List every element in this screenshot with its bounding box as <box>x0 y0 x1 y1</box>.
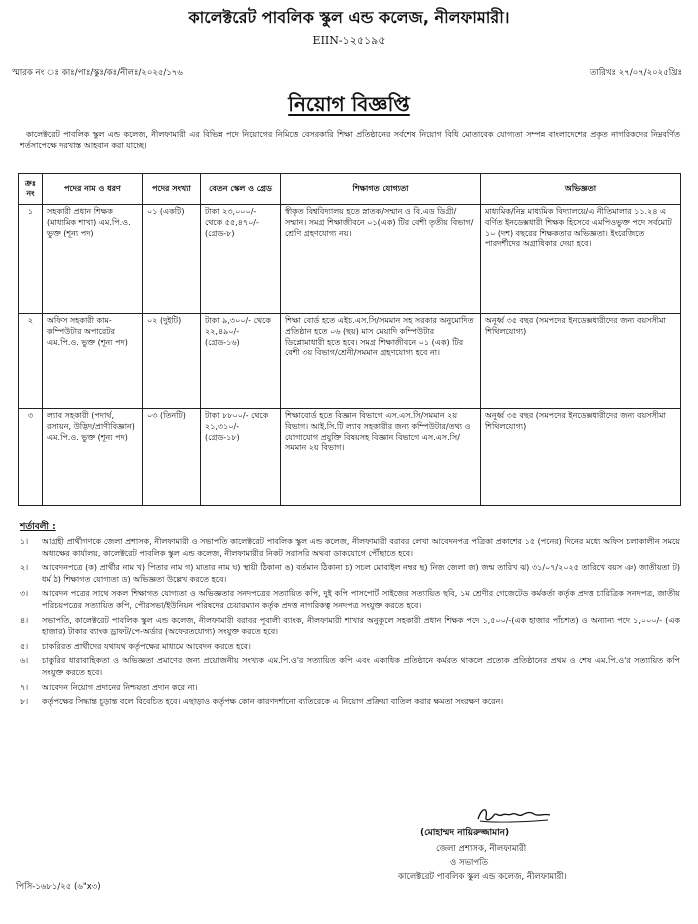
cell-post-name: অফিস সহকারী কাম- কম্পিউটার অপারেটর এম.পি.ও. ভুক্ত (শূন্য পদ) <box>43 314 143 409</box>
condition-item <box>20 615 680 638</box>
cell-serial: ২ <box>19 314 43 409</box>
school-name: কালেক্টরেট পাবলিক স্কুল এন্ড কলেজ, নীলফামারী। <box>188 8 510 27</box>
header-post-count: পদের সংখ্যা <box>143 174 201 205</box>
memo-number: স্মারক নং ঃ কাঃ/পাঃ/স্কুঃ/কঃ/নীলঃ/২০২৫/১৭৬ <box>12 68 183 78</box>
condition-number: ২। <box>20 563 29 573</box>
condition-number: ৩। <box>20 589 29 599</box>
cell-experience: অনূর্ধ্ব ৩৫ বছর (সমপদের ইনডেক্সধারীদের জন্য বয়সসীমা শিথিলযোগ্য) <box>481 409 681 506</box>
condition-text: চাকরিরত প্রার্থীদের যথাযথ কর্তৃপক্ষের মাধ্যমে আবেদন করতে হবে। <box>42 641 251 651</box>
signer-institution: কালেক্টরেট পাবলিক স্কুল এন্ড কলেজ, নীলফামারী। <box>398 872 567 882</box>
header-qualification: শিক্ষাগত যোগ্যতা <box>281 174 481 205</box>
cell-pay-scale: টাকা ৮৮০০/- থেকে ২১,৩১০/- (গ্রেড-১৮) <box>201 409 281 506</box>
signer-designation: জেলা প্রশাসক, নীলফামারী <box>436 844 527 854</box>
intro-paragraph: কালেক্টরেট পাবলিক স্কুল এন্ড কলেজ, নীলফামারী এর বিভিন্ন পদে নিয়োগের নিমিত্তে বেসরকারি শিক্ষা প্রতিষ্ঠানের সর্বশেষ নিয়োগ বিধি মোতাবেক যোগ্যতা সম্পন্ন বাংলাদেশের প্রকৃত নাগরিকদের নিম্নবর্ণিত শর্তসাপেক্ষে দরখাস্ত আহবান করা যাচ্ছে। <box>20 130 680 150</box>
notice-title: নিয়োগ বিজ্ঞপ্তি <box>288 92 410 116</box>
condition-text: আবেদনপত্রে (ক) প্রার্থীর নাম খ) পিতার নাম গ) মাতার নাম ঘ) স্থায়ী ঠিকানা ঙ) বর্তমান ঠিকানা চ) সচল মোবাইল নম্বর ছ) নিজ জেলা জ) জন্ম তারিখ ঝ) ৩১/০৭/২০২৫ তারিখে বয়স ঞ) জাতীয়তা ট) ধর্ম ঠ) শিক্ষাগত যোগ্যতা ড) অভিজ্ঞতা উল্লেখ করতে হবে। <box>42 563 680 584</box>
table-row <box>19 314 681 409</box>
header-experience: অভিজ্ঞতা <box>481 174 681 205</box>
cell-experience: অনূর্ধ্ব ৩৫ বছর (সমপদের ইনডেক্সধারীদের জন্য বয়সসীমা শিথিলযোগ্য) <box>481 314 681 409</box>
header-pay-scale: বেতন স্কেল ও গ্রেড <box>201 174 281 205</box>
condition-item <box>20 696 680 708</box>
condition-item <box>20 536 680 559</box>
signer-role: ও সভাপতি <box>450 858 488 868</box>
cell-pay-scale: টাকা ৯,৩০০/- থেকে ২২,৪৯০/- (গ্রেড-১৬) <box>201 314 281 409</box>
cell-pay-scale: টাকা ২৩,০০০/- থেকে ৫৫,৪৭০/- (গ্রেড-৮) <box>201 205 281 314</box>
header-post-name: পদের নাম ও ধরণ <box>43 174 143 205</box>
condition-text: সভাপতি, কালেক্টরেট পাবলিক স্কুল এন্ড কলেজ, নীলফামারী বরাবর পূবালী ব্যাংক, নীলফামারী শাখার অনুকূলে সহকারী প্রধান শিক্ষক পদে ১,৫০০/-(এক হাজার পাঁচশত) ও অন্যান্য পদে ১,০০০/- (এক হাজার) টাকার ব্যাংক ড্রাফট/পে-অর্ডার (অফেরতযোগ্য) সংযুক্ত করতে হবে। <box>42 615 680 637</box>
posts-table <box>18 173 681 506</box>
condition-text: চাকুরির ধারাবাহিকতা ও অভিজ্ঞতা প্রমাণের জন্য প্রয়োজনীয় সংখ্যক এম.পি.ও'র সত্যায়িত কপি এবং একাধিক প্রতিষ্ঠানে কর্মরত থাকলে প্রত্যেক প্রতিষ্ঠানের প্রথম ও শেষ এম.পি.ও'র সত্যায়িত কপি সংযুক্ত করতে হবে। <box>42 656 680 677</box>
signer-name: (মোহাম্মদ নায়িরুজ্জামান) <box>420 828 510 838</box>
cell-serial: ৩ <box>19 409 43 506</box>
cell-post-count: ০১ (একটি) <box>143 205 201 314</box>
cell-post-name: ল্যাব সহকারী (পদার্থ, রসায়ন, উদ্ভিদ/প্রাণীবিজ্ঞান) এম.পি.ও. ভুক্ত (শূন্য পদ) <box>43 409 143 506</box>
condition-number: ৮। <box>20 697 29 707</box>
table-row <box>19 205 681 314</box>
cell-qualification: স্বীকৃত বিশ্ববিদ্যালয় হতে স্নাতক/সম্মান ও বি.এড ডিগ্রী/সম্মান। সমগ্র শিক্ষাজীবনে ০১(এক) টির বেশী তৃতীয় বিভাগ/শ্রেণি গ্রহণযোগ্য নয়। <box>281 205 481 314</box>
condition-number: ৪। <box>20 615 29 625</box>
conditions-title: শর্তাবলী : <box>20 522 56 532</box>
condition-item <box>20 682 680 694</box>
condition-item <box>20 588 680 611</box>
cell-post-count: ০২ (দুইটি) <box>143 314 201 409</box>
condition-item <box>20 655 680 678</box>
cell-post-count: ০৩ (তিনটি) <box>143 409 201 506</box>
condition-text: আবেদন নিয়োগ প্রদানের নিশ্চয়তা প্রদান করে না। <box>42 682 198 692</box>
footer-code: পিসি-১৬৮১/২৫ (৬"x৩) <box>16 882 101 892</box>
notice-date: তারিখঃ ২৭/০৭/২০২৫খ্রিঃ <box>590 68 682 78</box>
cell-qualification: শিক্ষাবোর্ড হতে বিজ্ঞান বিভাগে এস.এস.সি/সমমান ২য় বিভাগ। আই.সি.টি ল্যাব সহকারীর জন্য কম্পিউটার/তথ্য ও যোগাযোগ প্রযুক্তি বিষয়সহ বিজ্ঞান বিভাগে এস.এস.সি/সমমান ২য় বিভাগ। <box>281 409 481 506</box>
header-serial: ক্রঃ নং <box>19 174 43 205</box>
condition-number: ৬। <box>20 656 29 666</box>
cell-serial: ১ <box>19 205 43 314</box>
condition-number: ৫। <box>20 641 29 651</box>
condition-number: ৭। <box>20 682 29 692</box>
condition-item <box>20 562 680 585</box>
condition-number: ১। <box>20 537 29 546</box>
table-header-row <box>19 174 681 205</box>
cell-experience: মাধ্যমিক/নিম্ন মাধ্যমিক বিদ্যালয়ে/এ নীতিমালার ১১.২৪ এ বর্ণিত ইনডেক্সধারী শিক্ষক হিসেবে এমপিওভুক্ত পদে সর্বমোট ১০ (দশ) বছরের শিক্ষকতার অভিজ্ঞতা। ইংরেজিতে পারদর্শীদের অগ্রাধিকার দেয়া হবে। <box>481 205 681 314</box>
conditions-list <box>20 536 680 711</box>
condition-text: আবেদন পত্রের সাথে সকল শিক্ষাগত যোগ্যতা ও অভিজ্ঞতার সনদপত্রের সত্যায়িত কপি, দুই কপি পাসপোর্ট সাইজের সত্যায়িত ছবি, ১ম শ্রেণীর গেজেটেড কর্মকর্তা কর্তৃক প্রদত্ত চারিত্রিক সনদপত্র, জাতীয় পরিচয়পত্রের সত্যায়িত কপি, পৌরসভা/ইউনিয়ন পরিষদের চেয়ারম্যান কর্তৃক প্রদত্ত নাগরিকত্ব সনদপত্র সংযুক্ত করতে হবে। <box>42 589 680 610</box>
condition-text: আগ্রহী প্রার্থীগণকে জেলা প্রশাসক, নীলফামারী ও সভাপতি কালেক্টরেট পাবলিক স্কুল এন্ড কলেজ, নীলফামারী বরাবর লেখা আবেদনপত্র পত্রিকা প্রকাশের ১৫ (পনের) দিনের মধ্যে অফিস চলাকালীন সময়ে অধ্যক্ষের কার্যালয়, কালেক্টরেট পাবলিক স্কুল এন্ড কলেজ, নীলফামারীর নিকট সরাসরি অথবা ডাকযোগে পৌঁছাতে হবে। <box>42 537 680 558</box>
condition-text: কর্তৃপক্ষের সিদ্ধান্ত চূড়ান্ত বলে বিবেচিত হবে। এছাড়াও কর্তৃপক্ষ কোন কারণদর্শানো ব্যতিরেকে এ নিয়োগ প্রক্রিয়া বাতিল করার ক্ষমতা সংরক্ষণ করেন। <box>42 697 504 707</box>
cell-qualification: শিক্ষা বোর্ড হতে এইচ.এস.সি/সমমান সহ সরকার অনুমোদিত প্রতিষ্ঠান হতে ০৬ (ছয়) মাস মেয়াদি কম্পিউটার ডিপ্লোমাধারী হতে হবে। সমগ্র শিক্ষাজীবনে ০১ (এক) টির বেশী ৩য় বিভাগ/শ্রেনী/সমমান গ্রহণযোগ্য হবে না। <box>281 314 481 409</box>
cell-post-name: সহকারী প্রধান শিক্ষক (মাধ্যমিক শাখা) এম.পি.ও. ভুক্ত (শূন্য পদ) <box>43 205 143 314</box>
table-row <box>19 409 681 506</box>
handwritten-signature <box>474 803 554 825</box>
condition-item <box>20 641 680 653</box>
eiin-number: EIIN-১২৫১৯৫ <box>312 34 386 47</box>
